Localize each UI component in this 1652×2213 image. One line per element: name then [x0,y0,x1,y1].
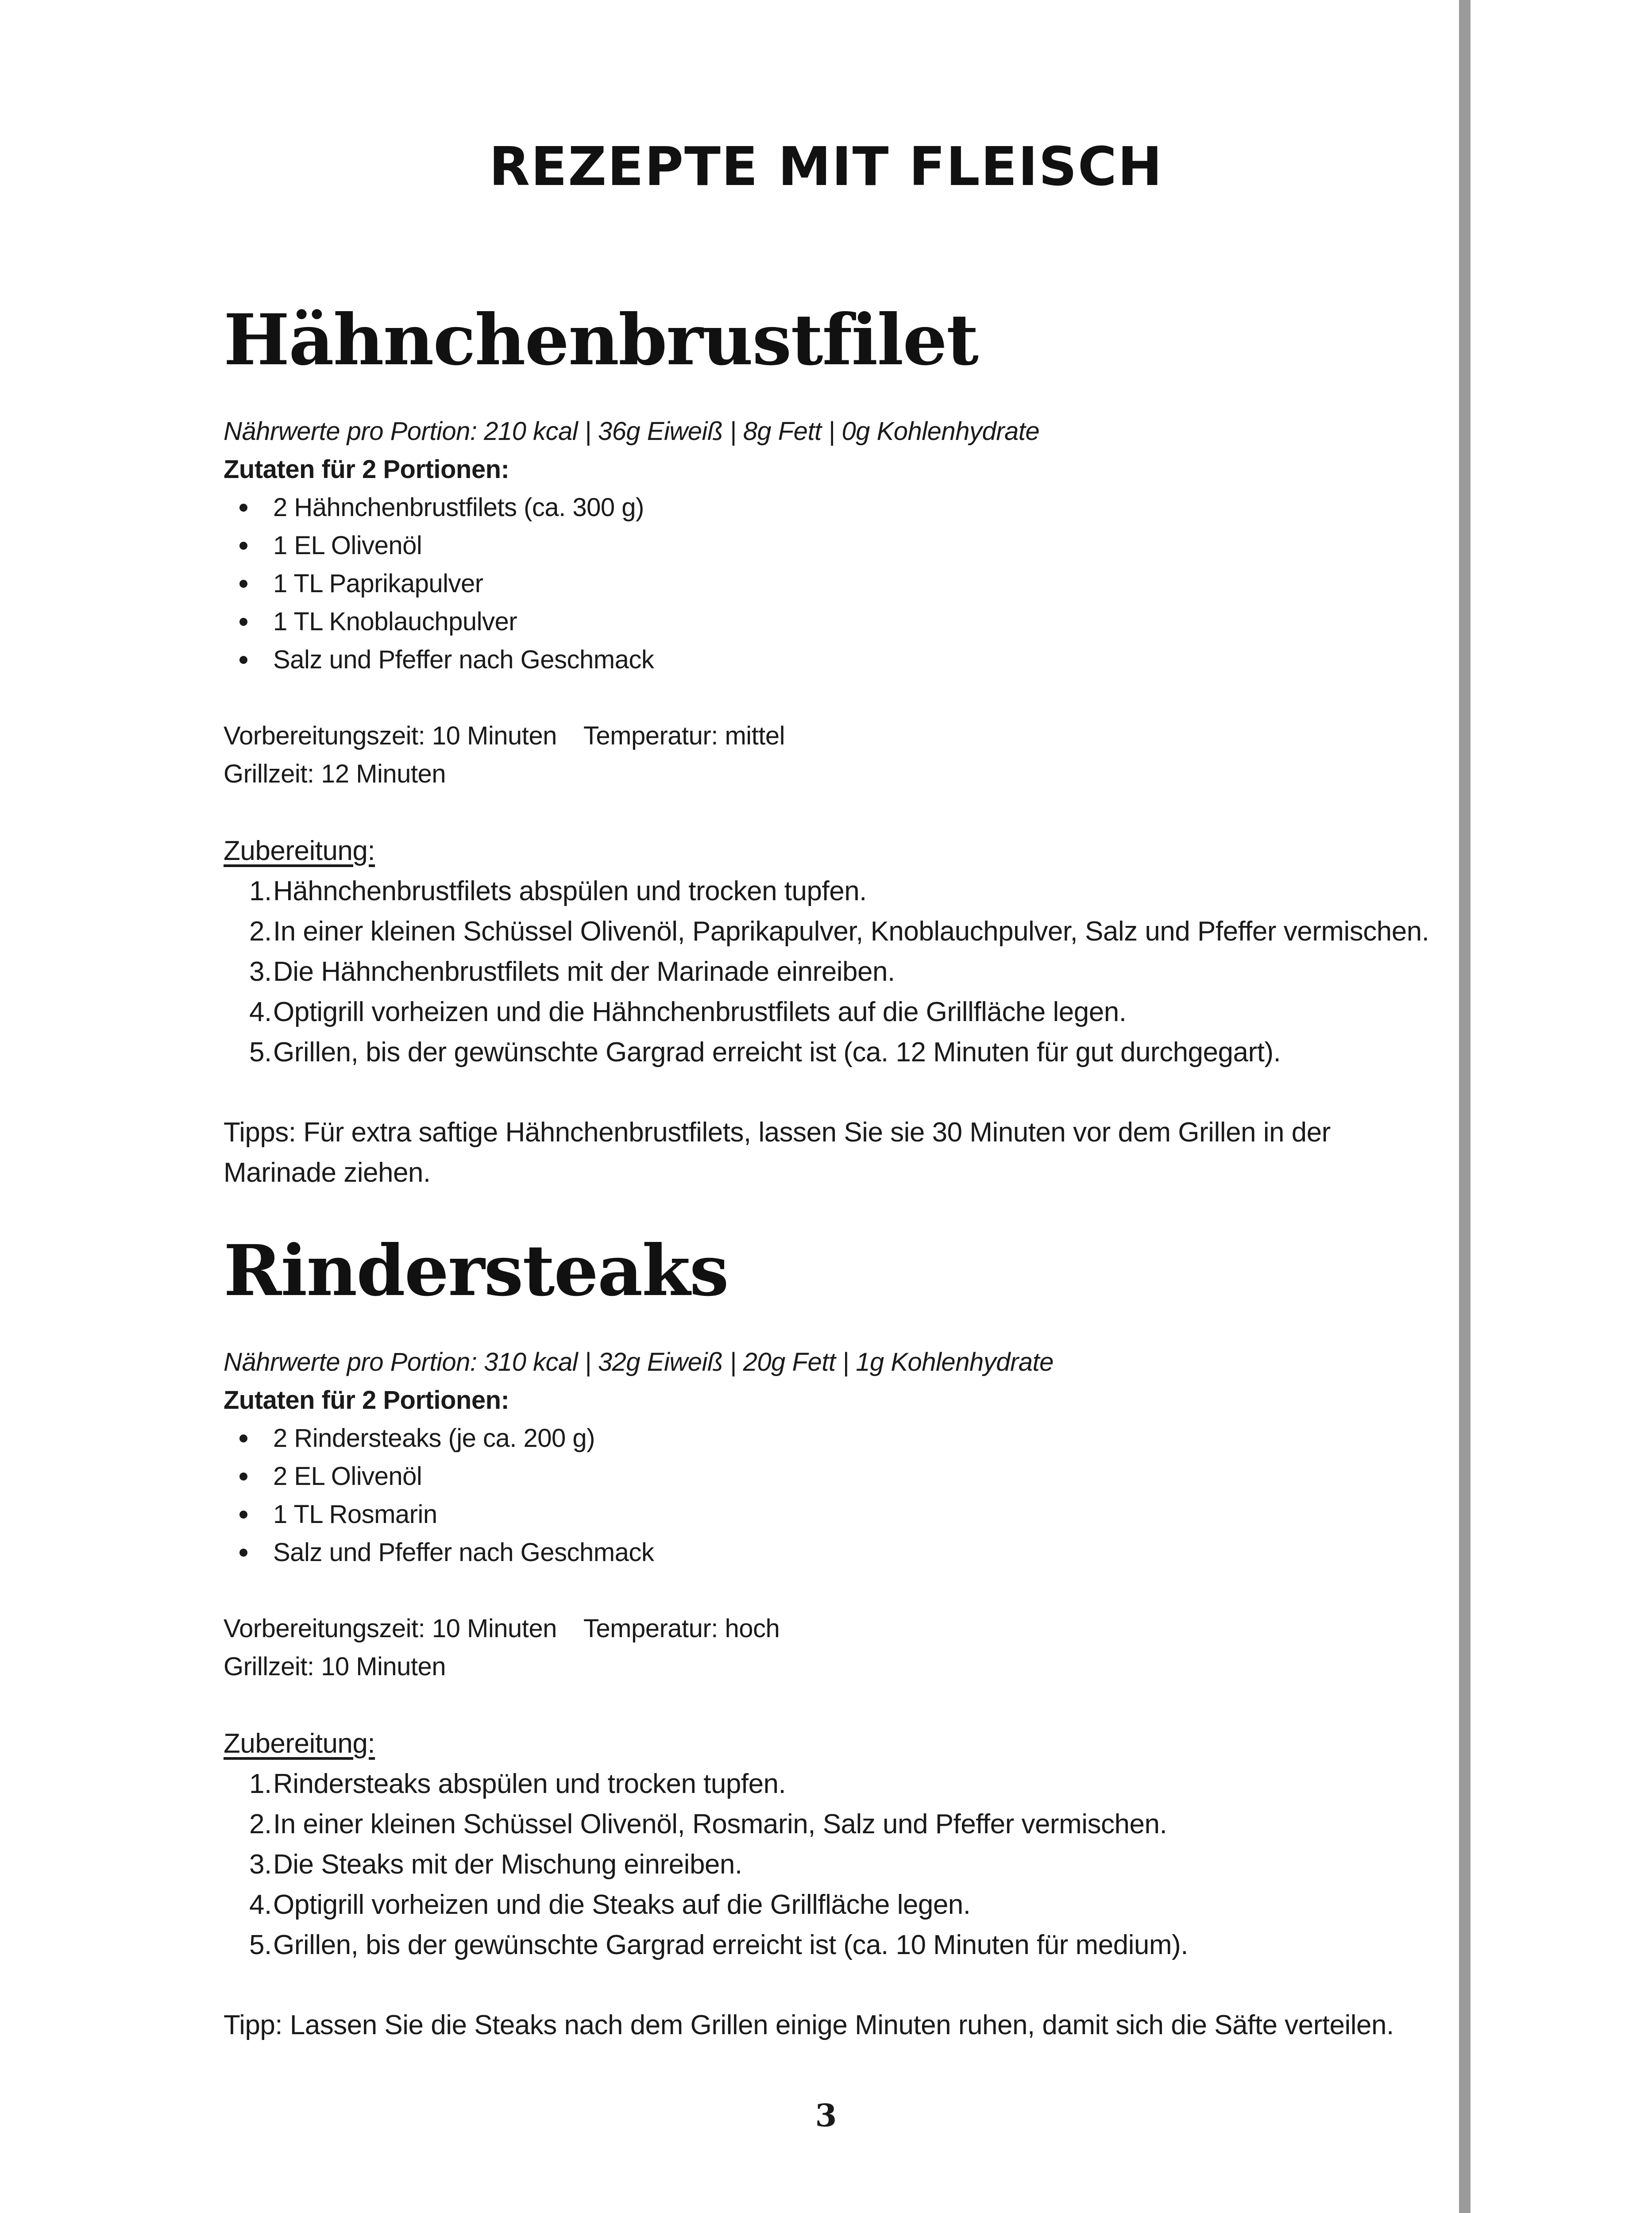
ingredient-item [224,641,1441,679]
page-number: 3 [815,2097,837,2134]
ingredient-item [224,1496,1441,1534]
bullet-icon [239,656,247,664]
recipe-title: Hähnchenbrustfilet [224,299,978,381]
step-list [224,1764,1441,1965]
step-number: 5. [249,1930,272,1960]
step-number: 2. [249,1809,272,1839]
ingredient-text: 2 Hähnchenbrustfilets (ca. 300 g) [273,493,644,522]
time-info [224,1610,1441,1686]
ingredient-list [224,489,1441,679]
step-text: Die Hähnchenbrustfilets mit der Marinade einreiben. [273,956,895,987]
step-text: Hähnchenbrustfilets abspülen und trocken tupfen. [273,876,867,906]
ingredient-item [224,1419,1441,1457]
recipe-tip: Tipp: Lassen Sie die Steaks nach dem Grillen einige Minuten ruhen, damit sich die Säfte verteilen. [224,2010,1394,2040]
step-item [224,911,1441,952]
bullet-icon [239,504,247,512]
step-number: 4. [249,997,272,1027]
prep-time: Vorbereitungszeit: 10 Minuten [224,1614,557,1643]
prep-time: Vorbereitungszeit: 10 Minuten [224,721,557,750]
page-edge-bar [1459,0,1471,2213]
bullet-icon [239,542,247,550]
step-item [224,1925,1441,1965]
step-item [224,952,1441,992]
step-item [224,992,1441,1032]
temperature: Temperatur: hoch [583,1614,780,1643]
ingredient-text: 1 TL Rosmarin [273,1500,437,1529]
bullet-icon [239,1549,247,1557]
ingredient-text: Salz und Pfeffer nach Geschmack [273,1538,654,1567]
step-number: 4. [249,1889,272,1920]
ingredient-item [224,527,1441,565]
step-list [224,871,1441,1072]
grill-time: Grillzeit: 10 Minuten [224,1652,446,1681]
ingredient-item [224,1457,1441,1496]
step-item [224,1804,1441,1844]
bullet-icon [239,580,247,588]
step-number: 3. [249,1849,272,1880]
step-item [224,871,1441,911]
step-text: Optigrill vorheizen und die Steaks auf die Grillfläche legen. [273,1889,971,1920]
step-number: 5. [249,1037,272,1068]
ingredient-list [224,1419,1441,1572]
step-number: 1. [249,876,272,906]
ingredient-text: 2 Rindersteaks (je ca. 200 g) [273,1424,595,1453]
step-item [224,1885,1441,1925]
nutrition-info: Nährwerte pro Portion: 210 kcal | 36g Eiweiß | 8g Fett | 0g Kohlenhydrate [224,417,1040,446]
step-text: Grillen, bis der gewünschte Gargrad erreicht ist (ca. 10 Minuten für medium). [273,1930,1188,1960]
step-text: Rindersteaks abspülen und trocken tupfen. [273,1769,786,1799]
ingredients-heading: Zutaten für 2 Portionen: [224,1386,509,1415]
recipe-title: Rindersteaks [224,1230,728,1312]
ingredient-text: Salz und Pfeffer nach Geschmack [273,645,654,674]
nutrition-info: Nährwerte pro Portion: 310 kcal | 32g Eiweiß | 20g Fett | 1g Kohlenhydrate [224,1348,1054,1376]
preparation-heading: Zubereitung: [224,836,375,866]
step-text: Grillen, bis der gewünschte Gargrad erreicht ist (ca. 12 Minuten für gut durchgegart). [273,1037,1281,1068]
ingredient-item [224,565,1441,603]
ingredient-text: 1 TL Knoblauchpulver [273,607,517,636]
bullet-icon [239,1434,247,1442]
step-item [224,1764,1441,1804]
step-text: In einer kleinen Schüssel Olivenöl, Paprikapulver, Knoblauchpulver, Salz und Pfeffer vermischen. [273,916,1429,947]
time-info [224,717,1441,793]
recipe-section [224,299,1441,1193]
step-item [224,1844,1441,1885]
bullet-icon [239,618,247,626]
ingredient-text: 1 TL Paprikapulver [273,569,483,598]
ingredient-item [224,489,1441,527]
preparation-heading: Zubereitung: [224,1728,375,1759]
page-title: REZEPTE MIT FLEISCH [489,136,1163,198]
temperature: Temperatur: mittel [583,721,785,750]
ingredient-item [224,1534,1441,1572]
step-number: 3. [249,956,272,987]
ingredient-text: 2 EL Olivenöl [273,1462,422,1491]
recipe-section [224,1230,1441,2045]
step-text: In einer kleinen Schüssel Olivenöl, Rosmarin, Salz und Pfeffer vermischen. [273,1809,1167,1839]
ingredients-heading: Zutaten für 2 Portionen: [224,455,509,484]
step-number: 1. [249,1769,272,1799]
ingredient-item [224,603,1441,641]
step-item [224,1032,1441,1072]
bullet-icon [239,1473,247,1480]
step-text: Optigrill vorheizen und die Hähnchenbrustfilets auf die Grillfläche legen. [273,997,1127,1027]
ingredient-text: 1 EL Olivenöl [273,531,422,560]
step-number: 2. [249,916,272,947]
step-text: Die Steaks mit der Mischung einreiben. [273,1849,742,1880]
bullet-icon [239,1511,247,1519]
grill-time: Grillzeit: 12 Minuten [224,760,446,788]
recipe-tip: Tipps: Für extra saftige Hähnchenbrustfilets, lassen Sie sie 30 Minuten vor dem Grillen in der Marinade ziehen. [224,1117,1331,1188]
